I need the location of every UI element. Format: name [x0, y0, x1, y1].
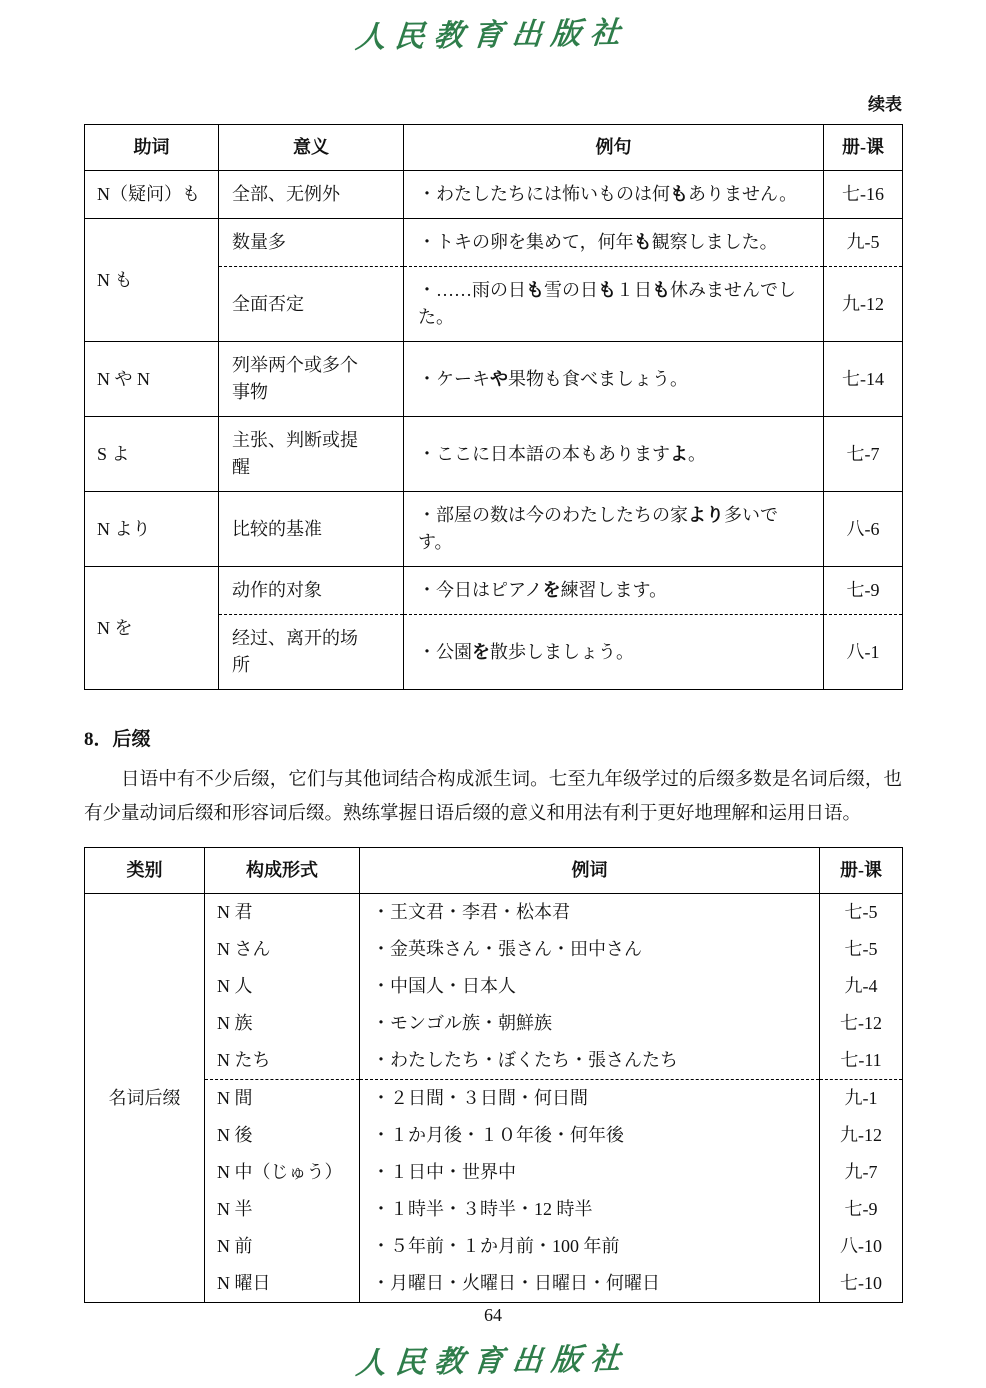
meaning-cell: 经过、离开的场所 [219, 615, 404, 690]
particle-emphasis: より [688, 505, 724, 525]
table-row [85, 968, 903, 1005]
examples-cell: ・中国人・日本人 [360, 968, 820, 1005]
examples-cell: ・わたしたち・ぼくたち・張さんたち [360, 1042, 820, 1080]
example-cell [404, 567, 824, 615]
form-cell: N 君 [205, 894, 360, 932]
lesson-cell: 七-11 [820, 1042, 903, 1080]
particle-cell: N も [85, 219, 219, 342]
form-cell: N さん [205, 931, 360, 968]
particle-emphasis: よ [670, 443, 688, 464]
particle-emphasis: も [633, 232, 652, 252]
example-text: 観察しました。 [651, 232, 778, 252]
particle-cell: N より [85, 492, 219, 567]
particle-emphasis: も [598, 280, 616, 300]
example-cell [404, 615, 824, 690]
examples-cell: ・１日中・世界中 [360, 1154, 820, 1191]
table-row [85, 1080, 903, 1118]
example-text: ・今日はピアノ [418, 580, 543, 600]
lesson-cell: 九-1 [820, 1080, 903, 1118]
page-number: 64 [484, 1305, 502, 1325]
example-text: 雪の日 [544, 280, 598, 300]
example-text: １日 [616, 280, 652, 300]
table-row [85, 894, 903, 932]
example-text: 散歩しましょう。 [490, 641, 634, 662]
example-text: ありません。 [688, 184, 798, 204]
meaning-cell: 主张、判断或提醒 [219, 417, 404, 492]
column-header: 例词 [360, 848, 820, 894]
table-row [85, 1042, 903, 1080]
table-row [85, 171, 903, 219]
example-text: 。 [688, 443, 706, 464]
lesson-cell: 七-9 [824, 567, 903, 615]
lesson-cell: 七-5 [820, 931, 903, 968]
meaning-cell: 动作的对象 [219, 567, 404, 615]
table-row [85, 219, 903, 267]
meaning-cell: 列举两个或多个事物 [219, 342, 404, 417]
form-cell: N 人 [205, 968, 360, 1005]
meaning-cell: 比较的基准 [219, 492, 404, 567]
particle-cell: N を [85, 567, 219, 690]
form-cell: N 曜日 [205, 1265, 360, 1303]
lesson-cell: 九-12 [824, 267, 903, 342]
particle-cell: S よ [85, 417, 219, 492]
table-row [85, 567, 903, 615]
column-header: 册-课 [824, 125, 903, 171]
column-header: 册-课 [820, 848, 903, 894]
example-text: ・……雨の日 [418, 280, 526, 300]
examples-cell: ・モンゴル族・朝鮮族 [360, 1005, 820, 1042]
examples-cell: ・金英珠さん・張さん・田中さん [360, 931, 820, 968]
table-row [85, 1191, 903, 1228]
example-cell [404, 267, 824, 342]
lesson-cell: 八-1 [824, 615, 903, 690]
category-cell: 名词后缀 [85, 894, 205, 1303]
particle-emphasis: や [490, 368, 508, 389]
particle-cell: N（疑问）も [85, 171, 219, 219]
examples-cell: ・月曜日・火曜日・日曜日・何曜日 [360, 1265, 820, 1303]
examples-cell: ・２日間・３日間・何日間 [360, 1080, 820, 1118]
example-cell [404, 417, 824, 492]
examples-cell: ・１時半・３時半・12 時半 [360, 1191, 820, 1228]
examples-cell: ・王文君・李君・松本君 [360, 894, 820, 932]
example-cell [404, 492, 824, 567]
meaning-cell: 全部、无例外 [219, 171, 404, 219]
example-text: ・わたしたちには怖いものは何 [418, 184, 670, 204]
section-heading: 8．后缀 [84, 729, 151, 750]
example-text: ・トキの卵を集めて，何年 [418, 232, 634, 252]
particle-emphasis: も [670, 184, 688, 204]
column-header: 意义 [219, 125, 404, 171]
table-row [85, 417, 903, 492]
particle-emphasis: を [542, 580, 561, 600]
lesson-cell: 七-16 [824, 171, 903, 219]
lesson-cell: 九-4 [820, 968, 903, 1005]
form-cell: N 間 [205, 1080, 360, 1118]
example-text: 多いです。 [418, 505, 778, 552]
lesson-cell: 九-5 [824, 219, 903, 267]
lesson-cell: 七-9 [820, 1191, 903, 1228]
table-row [85, 1005, 903, 1042]
column-header: 助词 [85, 125, 219, 171]
lesson-cell: 八-6 [824, 492, 903, 567]
particle-emphasis: も [526, 280, 544, 300]
examples-cell: ・１か月後・１０年後・何年後 [360, 1117, 820, 1154]
column-header: 类别 [85, 848, 205, 894]
publisher-logo-top: 人民教育出版社 [354, 16, 631, 55]
form-cell: N 前 [205, 1228, 360, 1265]
table-row [85, 342, 903, 417]
table-row [85, 492, 903, 567]
lesson-cell: 七-5 [820, 894, 903, 932]
table-header-row [85, 848, 903, 894]
example-cell [404, 342, 824, 417]
column-header: 构成形式 [205, 848, 360, 894]
table-header-row [85, 125, 903, 171]
example-text: ・公園 [418, 641, 472, 662]
form-cell: N 後 [205, 1117, 360, 1154]
example-cell [404, 171, 824, 219]
example-text: ・ここに日本語の本もあります [418, 443, 670, 464]
particle-emphasis: も [652, 280, 670, 300]
form-cell: N 中（じゅう） [205, 1154, 360, 1191]
page-content [0, 90, 986, 1303]
intro-paragraph: 日语中有不少后缀，它们与其他词结合构成派生词。七至九年级学过的后缀多数是名词后缀，也有少量动词后缀和形容词后缀。熟练掌握日语后缀的意义和用法有利于更好地理解和运用日语。 [84, 770, 902, 825]
publisher-logo-bottom: 人民教育出版社 [354, 1342, 631, 1381]
example-text: 練習します。 [560, 580, 668, 600]
examples-cell: ・５年前・１か月前・100 年前 [360, 1228, 820, 1265]
form-cell: N 半 [205, 1191, 360, 1228]
table-row [85, 1265, 903, 1303]
suffix-table-wrap [84, 847, 902, 1303]
table-row [85, 1228, 903, 1265]
lesson-cell: 九-7 [820, 1154, 903, 1191]
example-text: ・ケーキ [418, 368, 490, 389]
suffix-table [84, 847, 903, 1303]
particle-emphasis: を [472, 641, 490, 662]
particles-table [84, 124, 903, 690]
lesson-cell: 八-10 [820, 1228, 903, 1265]
form-cell: N 族 [205, 1005, 360, 1042]
lesson-cell: 七-10 [820, 1265, 903, 1303]
table-row [85, 1154, 903, 1191]
table-row [85, 931, 903, 968]
meaning-cell: 数量多 [219, 219, 404, 267]
table-row [85, 1117, 903, 1154]
lesson-cell: 七-12 [820, 1005, 903, 1042]
particle-cell: N や N [85, 342, 219, 417]
particles-table-wrap [84, 124, 902, 690]
meaning-cell: 全面否定 [219, 267, 404, 342]
example-text: 休みませんでした。 [418, 280, 796, 327]
example-text: 果物も食べましょう。 [508, 368, 688, 389]
lesson-cell: 九-12 [820, 1117, 903, 1154]
column-header: 例句 [404, 125, 824, 171]
form-cell: N たち [205, 1042, 360, 1080]
continued-table-label: 续表 [868, 95, 902, 114]
example-text: ・部屋の数は今のわたしたちの家 [418, 505, 688, 525]
lesson-cell: 七-14 [824, 342, 903, 417]
example-cell [404, 219, 824, 267]
lesson-cell: 七-7 [824, 417, 903, 492]
